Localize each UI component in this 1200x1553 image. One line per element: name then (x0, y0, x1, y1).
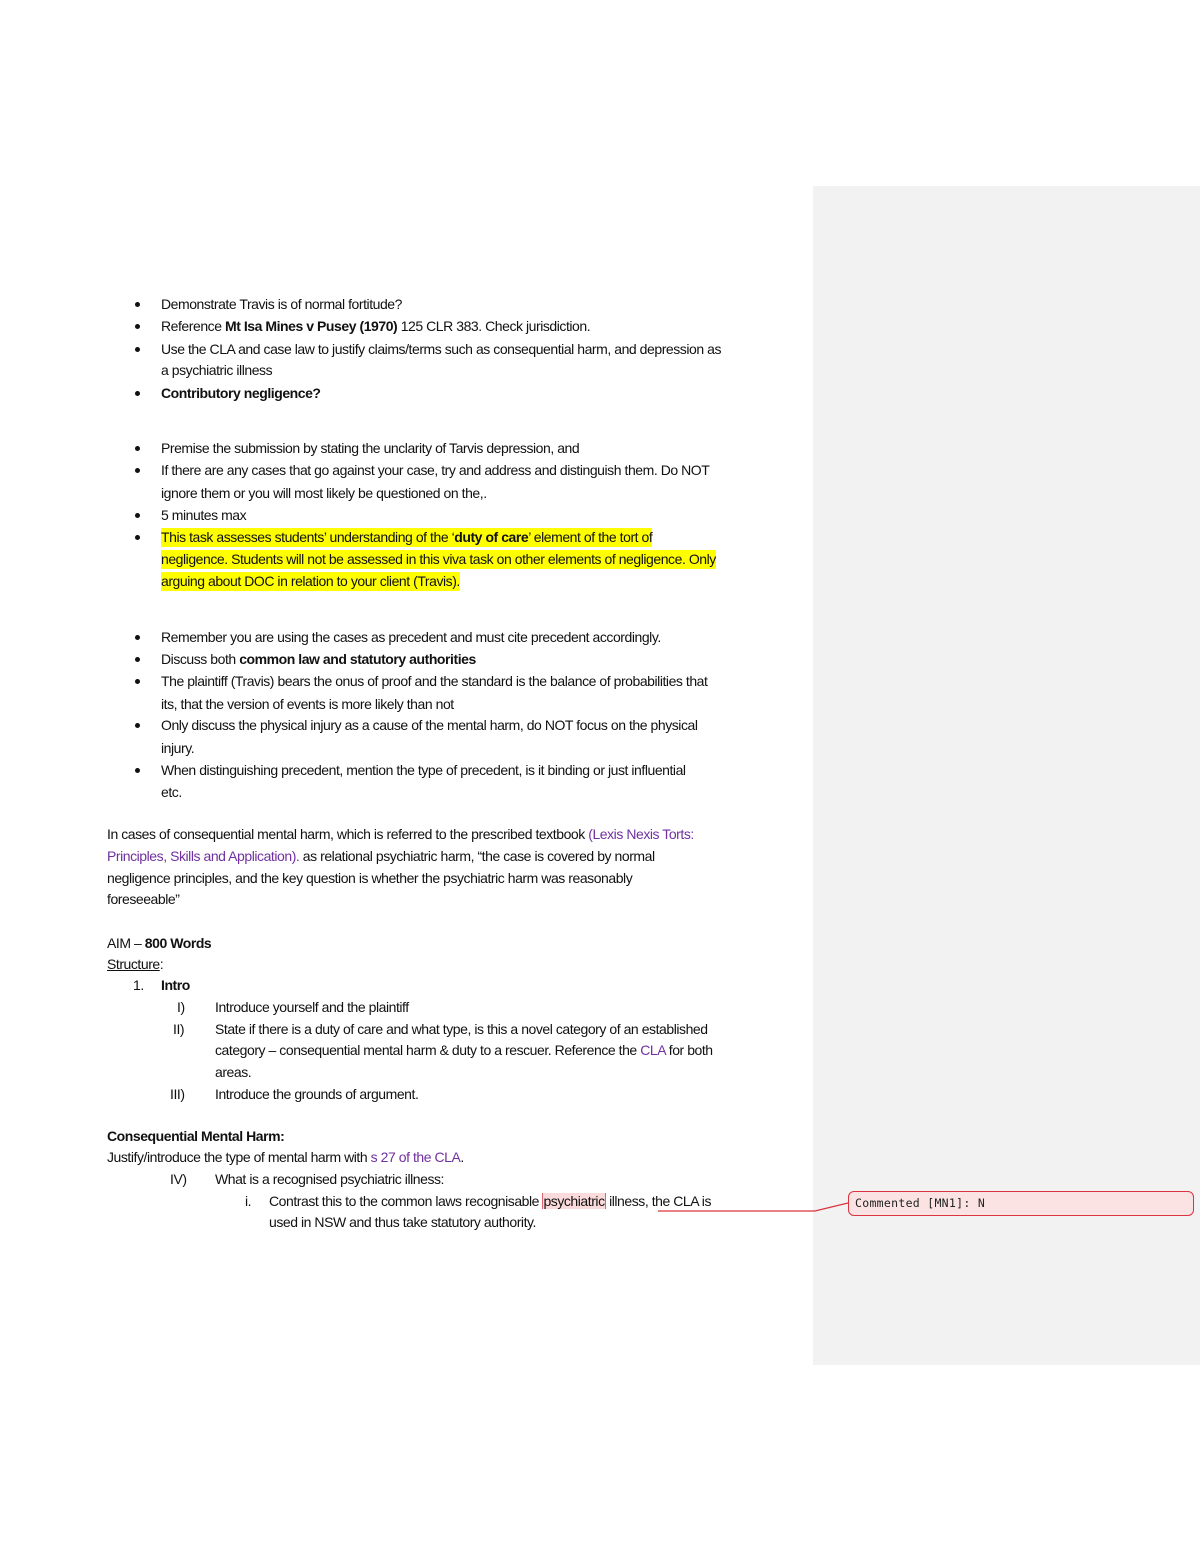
highlighted-bullet-line (161, 550, 716, 568)
text-run: Introduce yourself and the plaintiff (215, 999, 409, 1015)
bullet-marker (135, 535, 140, 540)
highlighted-bullet-line (161, 528, 652, 546)
text-run: for both (665, 1042, 713, 1058)
comment-anchor-text[interactable]: psychiatric (543, 1193, 605, 1209)
paragraph-line (107, 825, 694, 843)
bullet-line (161, 672, 707, 690)
text-run: etc. (161, 784, 182, 800)
item-iv-marker: IV) (170, 1171, 187, 1187)
text-run: ignore them or you will most likely be questioned on the,. (161, 485, 487, 501)
justify-line (107, 1148, 464, 1166)
intro-item-text (215, 1063, 251, 1081)
text-run: injury. (161, 740, 195, 756)
bullet-marker (135, 768, 140, 773)
aim-line (107, 934, 211, 952)
sub-item-marker: i. (245, 1193, 252, 1209)
bullet-line-continuation (161, 361, 272, 379)
text-run: as relational psychiatric harm, “the case is covered by normal (299, 848, 655, 864)
justify-suffix: . (460, 1149, 464, 1165)
comment-text: N (977, 1196, 986, 1210)
text-run: Only discuss the physical injury as a cause of the mental harm, do NOT focus on the physical (161, 717, 698, 733)
text-run: foreseeable” (107, 891, 180, 907)
intro-item-text (215, 1085, 418, 1103)
aim-word-count: 800 Words (144, 935, 212, 951)
comment-margin-pane (813, 186, 1200, 1365)
bullet-line (161, 650, 476, 668)
text-run: Contributory negligence? (161, 385, 321, 401)
bullet-line (161, 716, 698, 734)
aim-prefix: AIM – (107, 935, 145, 951)
text-run: State if there is a duty of care and what type, is this a novel category of an established (215, 1021, 708, 1037)
sub-item-line (269, 1192, 711, 1210)
bullet-line (161, 461, 709, 479)
text-run: The plaintiff (Travis) bears the onus of proof and the standard is the balance of probabilities that (161, 673, 708, 689)
text-run: a psychiatric illness (161, 362, 273, 378)
bullet-marker (135, 657, 140, 662)
bullet-line-continuation (161, 783, 182, 801)
text-run: If there are any cases that go against your case, try and address and distinguish them. Do NOT (161, 462, 710, 478)
bullet-marker (135, 324, 140, 329)
intro-item-text (215, 1041, 713, 1059)
bullet-marker (135, 723, 140, 728)
text-run: arguing about DOC in relation to your client (Travis). (161, 573, 460, 589)
statute-reference: s 27 of the CLA (370, 1149, 461, 1165)
bullet-line (161, 317, 590, 335)
bullet-line (161, 384, 321, 402)
highlight-span (161, 528, 652, 547)
text-run: This task assesses students’ understanding of the ‘ (161, 529, 455, 545)
text-run: ’ element of the tort of (528, 529, 653, 545)
text-run: Use the CLA and case law to justify claims/terms such as consequential harm, and depression as (161, 341, 722, 357)
bullet-marker (135, 347, 140, 352)
intro-item-text (215, 1020, 708, 1038)
text-run: Remember you are using the cases as precedent and must cite precedent accordingly. (161, 629, 661, 645)
bullet-marker (135, 468, 140, 473)
bullet-line (161, 295, 402, 313)
highlight-span (161, 572, 460, 591)
comment-label: Commented [MN1]: (855, 1196, 971, 1210)
intro-item-marker: II) (173, 1021, 185, 1037)
text-run: areas. (215, 1064, 252, 1080)
sub-item-text-suffix: illness, the CLA is (605, 1193, 712, 1209)
paragraph-line (107, 890, 179, 908)
text-run: duty of care (454, 529, 529, 545)
text-run: 125 CLR 383. Check jurisdiction. (397, 318, 591, 334)
intro-item-marker: III) (170, 1086, 185, 1102)
structure-label: Structure (107, 956, 160, 972)
intro-number: 1. (133, 977, 144, 993)
bullet-marker (135, 513, 140, 518)
text-run: Mt Isa Mines v Pusey (1970) (224, 318, 398, 334)
bullet-line (161, 506, 246, 524)
bullet-line-continuation (161, 739, 194, 757)
bullet-line-continuation (161, 695, 454, 713)
text-run: negligence. Students will not be assessed in this viva task on other elements of negligence. Only (161, 551, 716, 567)
highlighted-bullet-line (161, 572, 460, 590)
bullet-marker (135, 446, 140, 451)
item-iv-text: What is a recognised psychiatric illness: (215, 1171, 444, 1187)
text-run: Demonstrate Travis is of normal fortitude? (161, 296, 402, 312)
text-run: common law and statutory authorities (239, 651, 476, 667)
bullet-marker (135, 302, 140, 307)
text-run: In cases of consequential mental harm, which is referred to the prescribed textbook (107, 826, 589, 842)
text-run: When distinguishing precedent, mention the type of precedent, is it binding or just influential (161, 762, 686, 778)
comment-balloon[interactable] (848, 1191, 1194, 1216)
text-run: negligence principles, and the key question is whether the psychiatric harm was reasonably (107, 870, 633, 886)
text-run: Discuss both (161, 651, 240, 667)
text-run: Introduce the grounds of argument. (215, 1086, 419, 1102)
bullet-marker (135, 679, 140, 684)
structure-colon: : (159, 956, 164, 972)
bullet-line (161, 439, 579, 457)
text-run: CLA (640, 1042, 666, 1058)
text-run: Reference (161, 318, 225, 334)
intro-label: Intro (161, 977, 190, 993)
bullet-line (161, 761, 686, 779)
bullet-marker (135, 635, 140, 640)
structure-heading (107, 955, 163, 973)
highlight-span (161, 550, 716, 569)
text-run: its, that the version of events is more likely than not (161, 696, 454, 712)
paragraph-line (107, 847, 655, 865)
sub-item-line-continuation: used in NSW and thus take statutory authority. (269, 1214, 536, 1230)
justify-text: Justify/introduce the type of mental harm with (107, 1149, 371, 1165)
intro-item-marker: I) (177, 999, 185, 1015)
intro-item-text (215, 998, 409, 1016)
bullet-line (161, 628, 661, 646)
paragraph-line (107, 869, 632, 887)
text-run: Principles, Skills and Application). (107, 848, 300, 864)
sub-item-text: Contrast this to the common laws recognisable (269, 1193, 543, 1209)
text-run: category – consequential mental harm & duty to a rescuer. Reference the (215, 1042, 641, 1058)
bullet-marker (135, 391, 140, 396)
section-heading: Consequential Mental Harm: (107, 1128, 285, 1144)
bullet-line-continuation (161, 484, 487, 502)
text-run: (Lexis Nexis Torts: (588, 826, 694, 842)
text-run: Premise the submission by stating the unclarity of Tarvis depression, and (161, 440, 580, 456)
bullet-line (161, 340, 721, 358)
text-run: 5 minutes max (161, 507, 247, 523)
